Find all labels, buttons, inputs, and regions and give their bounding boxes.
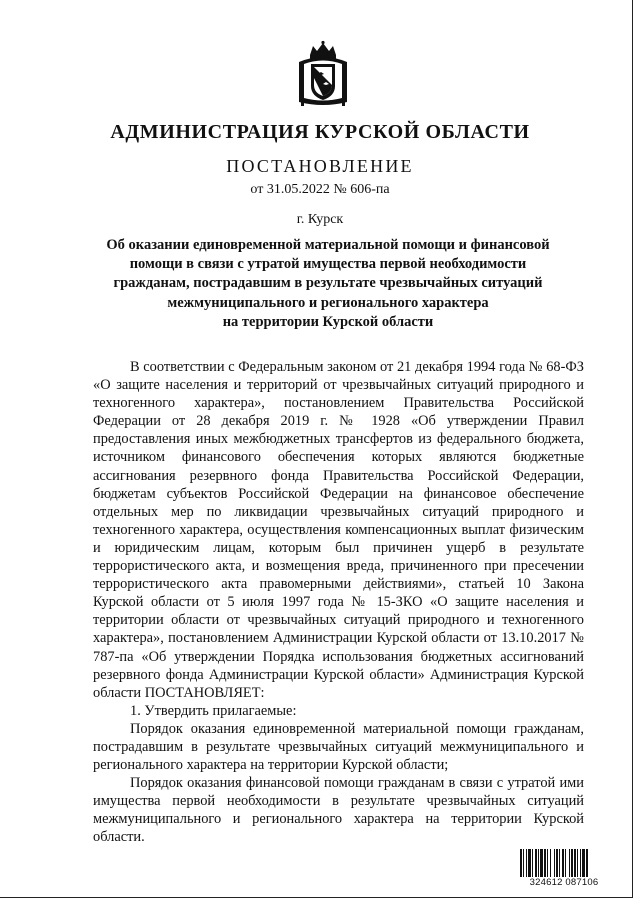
- coat-of-arms-icon: [297, 40, 349, 108]
- subject-line: помощи в связи с утратой имущества первой необходимости: [129, 256, 527, 273]
- item-1-paragraph: 1. Утвердить прилагаемые:: [130, 702, 297, 719]
- subject-line: гражданам, пострадавшим в результате чрезвычайных ситуаций: [113, 275, 543, 292]
- document-body: [93, 358, 584, 847]
- barcode-number: 324612 087106: [519, 877, 609, 888]
- org-title: АДМИНИСТРАЦИЯ КУРСКОЙ ОБЛАСТИ: [110, 121, 530, 143]
- preamble-paragraph: В соответствии с Федеральным законом от 21 декабря 1994 года № 68-ФЗ «О защите населения и территорий от чрезвычайных ситуаций природного и техногенного характера», постановлением Правительства Российской Федерации от 28 декабря 2019 г. № 1928 «Об утверждении Правил предоставления иных межбюджетных трансфертов из федерального бюджета, источником финансового обеспечения которых являются бюджетные ассигнования резервного фонда Правительства Российской Федерации, бюджетам субъектов Российской Федерации на финансовое обеспечение отдельных мер по ликвидации чрезвычайных ситуаций природного и техногенного характера, осуществления компенсационных выплат физическим и юридическим лицам, которым был причинен ущерб в результате террористического акта, и возмещения вреда, причиненного при пресечении террористического акта правомерными действиями», статьей 10 Закона Курской области от 5 июля 1997 года № 15-ЗКО «О защите населения и территории области от чрезвычайных ситуаций природного и техногенного характера», постановлением Администрации Курской области от 13.10.2017 № 787-па «Об утверждении Порядка использования бюджетных ассигнований резервного фонда Администрации Курской области» Администрация Курской области ПОСТАНОВЛЯЕТ:: [93, 359, 584, 701]
- order-1-paragraph: Порядок оказания единовременной материальной помощи гражданам, пострадавшим в результате чрезвычайных ситуаций межмуниципального и регионального характера на территории Курской области;: [93, 720, 584, 774]
- subject-line: Об оказании единовременной материальной помощи и финансовой: [106, 237, 550, 253]
- document-type: ПОСТАНОВЛЕНИЕ: [226, 156, 414, 176]
- barcode-bars: [519, 849, 609, 879]
- document-subject: [100, 236, 556, 332]
- subject-line: на территории Курской области: [222, 313, 434, 330]
- document-city: г. Курск: [296, 212, 344, 227]
- subject-line: межмуниципального и регионального характера: [167, 294, 489, 311]
- barcode: [519, 849, 609, 889]
- order-2-paragraph: Порядок оказания финансовой помощи гражданам в связи с утратой ими имущества первой необходимости в результате чрезвычайных ситуаций межмуниципального и регионального характера на территории Курской области.: [93, 775, 584, 846]
- document-date-number: от 31.05.2022 № 606-па: [250, 182, 390, 197]
